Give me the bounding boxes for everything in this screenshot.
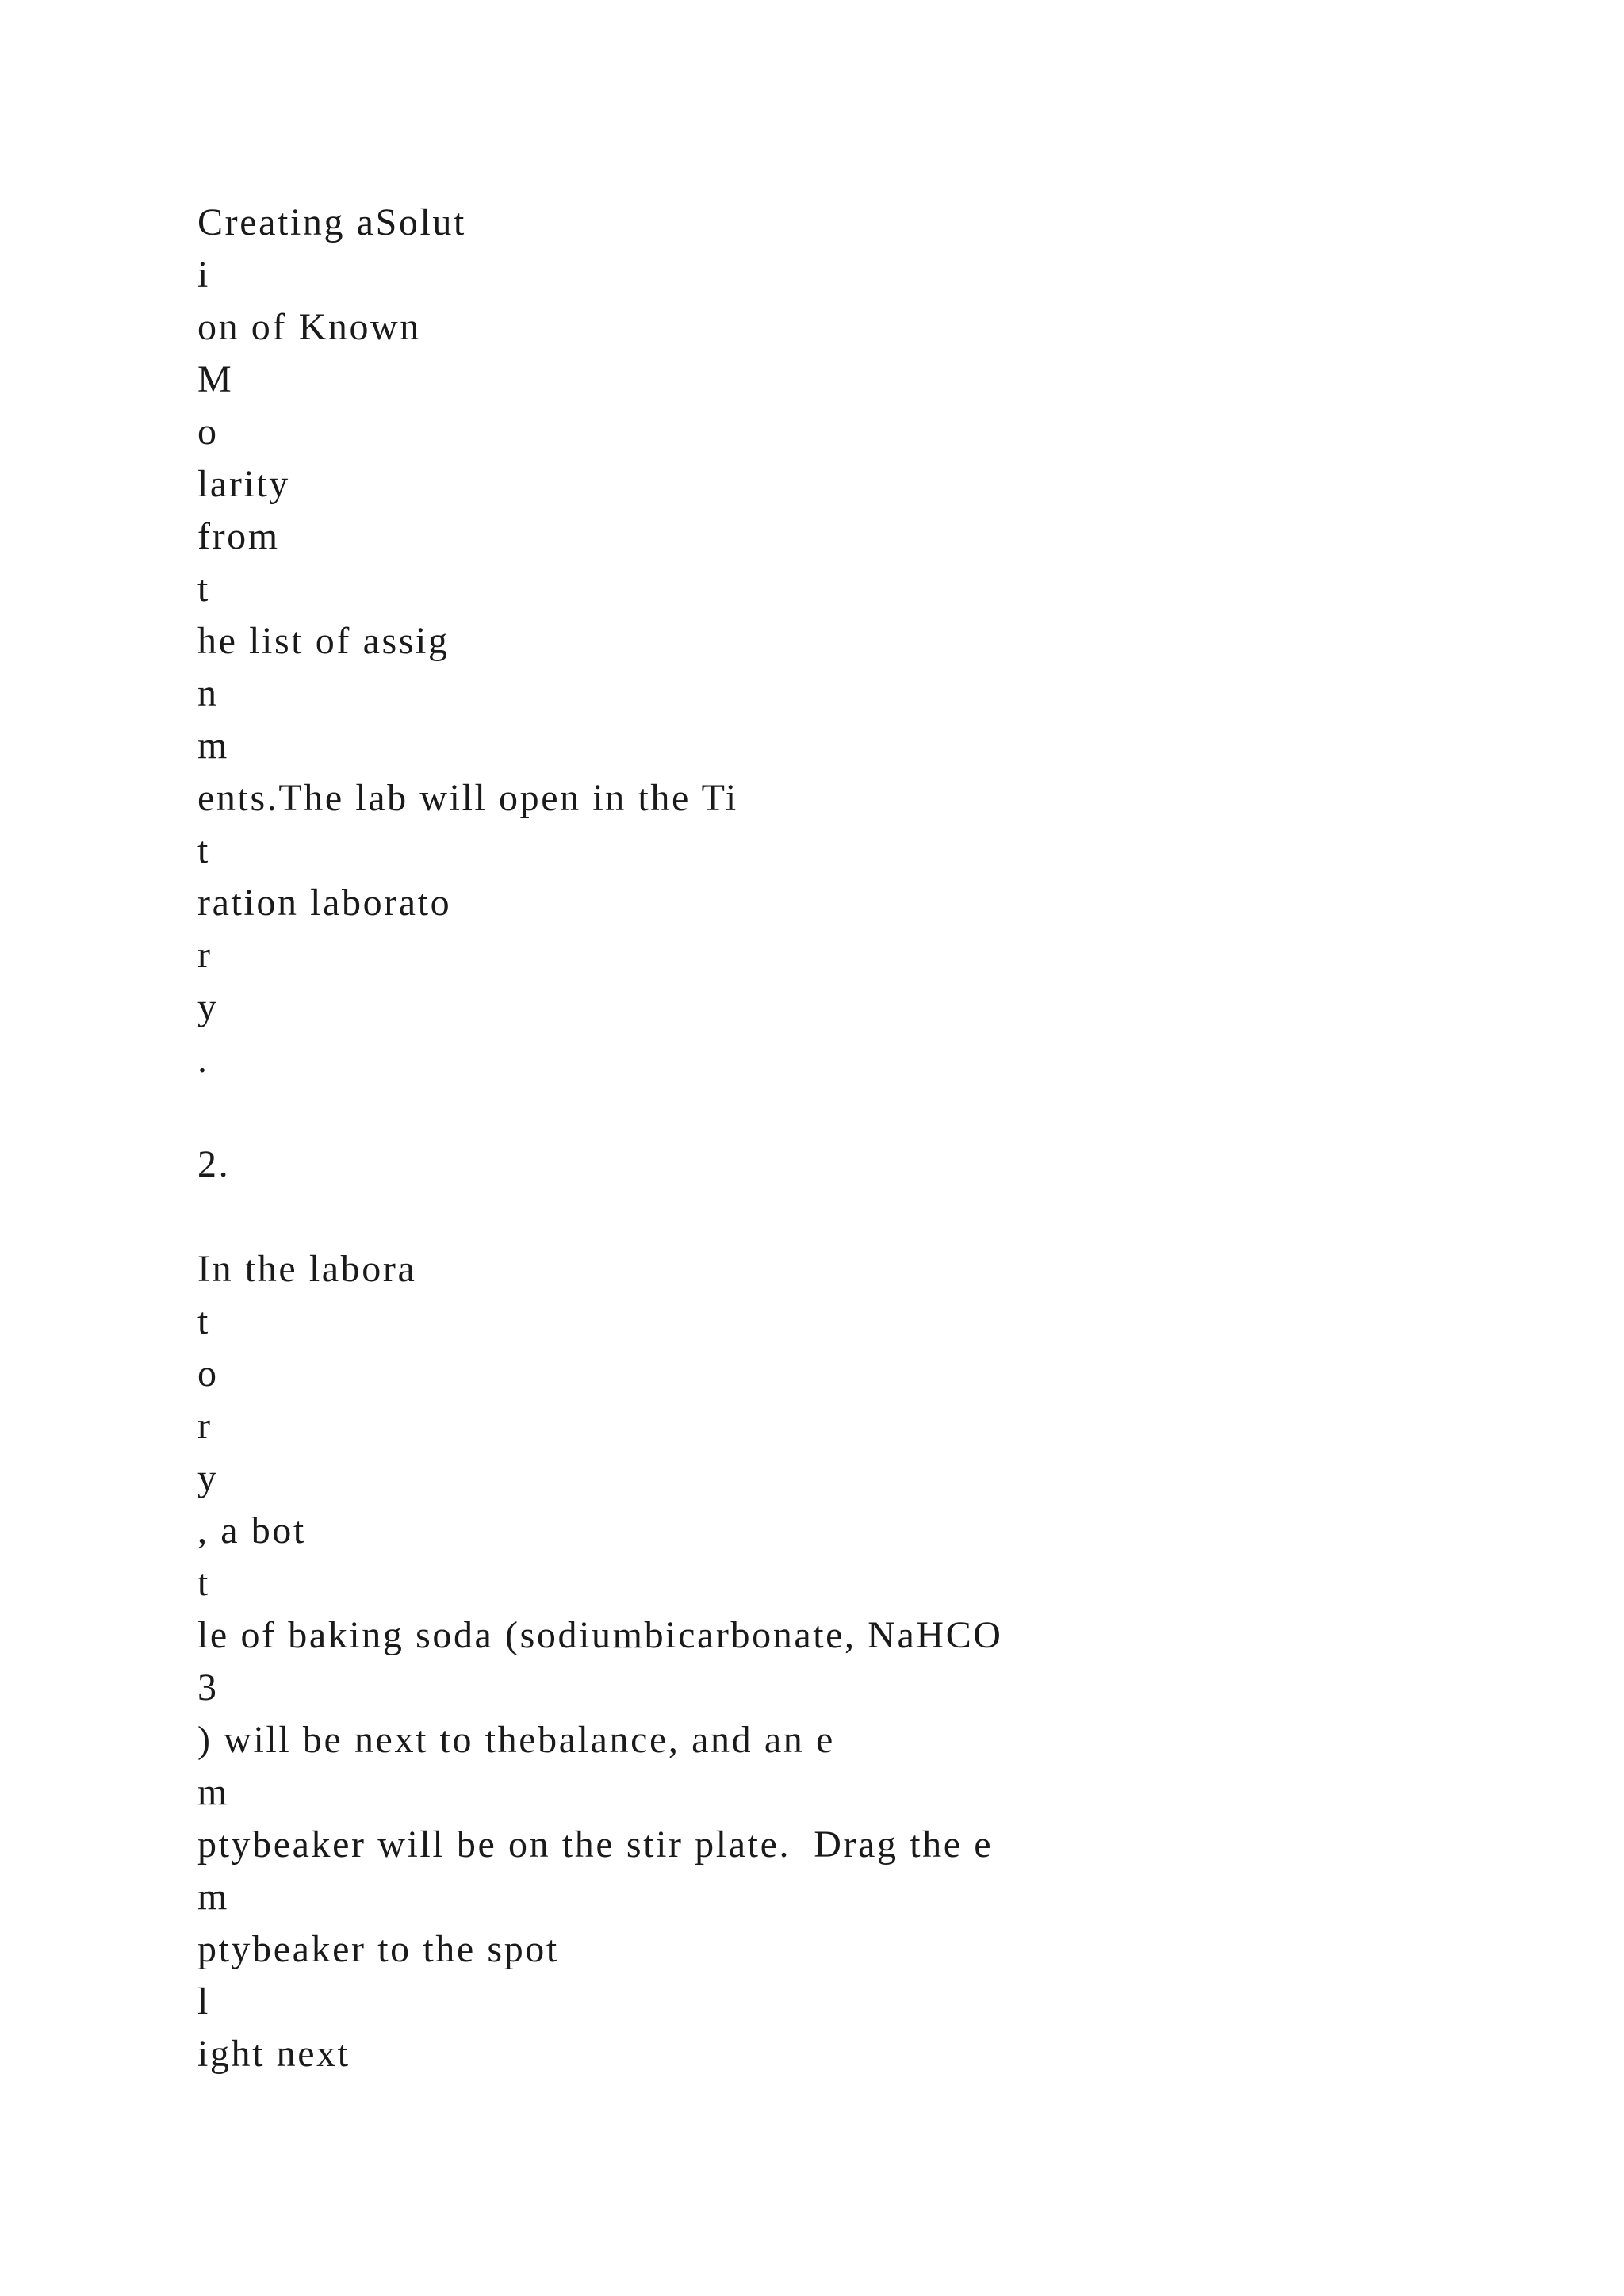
text-line: ptybeaker will be on the stir plate. Drag the e <box>197 1823 994 1866</box>
text-line: t <box>197 829 210 871</box>
text-line: le of baking soda (sodiumbicarbonate, NaHCO <box>197 1614 1003 1656</box>
text-line: t <box>197 1562 210 1604</box>
text-line: m <box>197 725 229 767</box>
text-line: m <box>197 1876 229 1918</box>
text-line: 3 <box>197 1667 219 1709</box>
text-line: ptybeaker to the spot <box>197 1928 559 1970</box>
text-line: y <box>197 986 219 1028</box>
text-line: l <box>197 1980 210 2022</box>
text-line: m <box>197 1771 229 1813</box>
text-line: he list of assig <box>197 620 450 662</box>
text-line: In the labora <box>197 1248 417 1290</box>
blank-line <box>197 1086 1506 1138</box>
text-line: t <box>197 568 210 610</box>
text-line: o <box>197 411 219 453</box>
text-line: r <box>197 1405 213 1447</box>
text-line: ents.The lab will open in the Ti <box>197 777 738 819</box>
text-line: y <box>197 1457 219 1499</box>
text-line: ration laborato <box>197 882 452 924</box>
text-line: from <box>197 515 280 557</box>
text-line: . <box>197 1039 209 1081</box>
text-line: t <box>197 1300 210 1342</box>
text-line: i <box>197 254 210 296</box>
text-line: ight next <box>197 2033 350 2075</box>
text-line: larity <box>197 463 290 505</box>
text-line: n <box>197 672 219 714</box>
blank-line <box>197 1191 1506 1243</box>
text-line: r <box>197 934 213 976</box>
text-line: ) will be next to thebalance, and an e <box>197 1719 835 1761</box>
text-line: Creating aSolut <box>197 201 466 243</box>
document-text <box>197 197 1506 2080</box>
list-number: 2. <box>197 1143 231 1185</box>
text-line: on of Known <box>197 306 421 348</box>
text-line: M <box>197 358 234 400</box>
text-line: o <box>197 1353 219 1395</box>
text-line: , a bot <box>197 1510 306 1552</box>
